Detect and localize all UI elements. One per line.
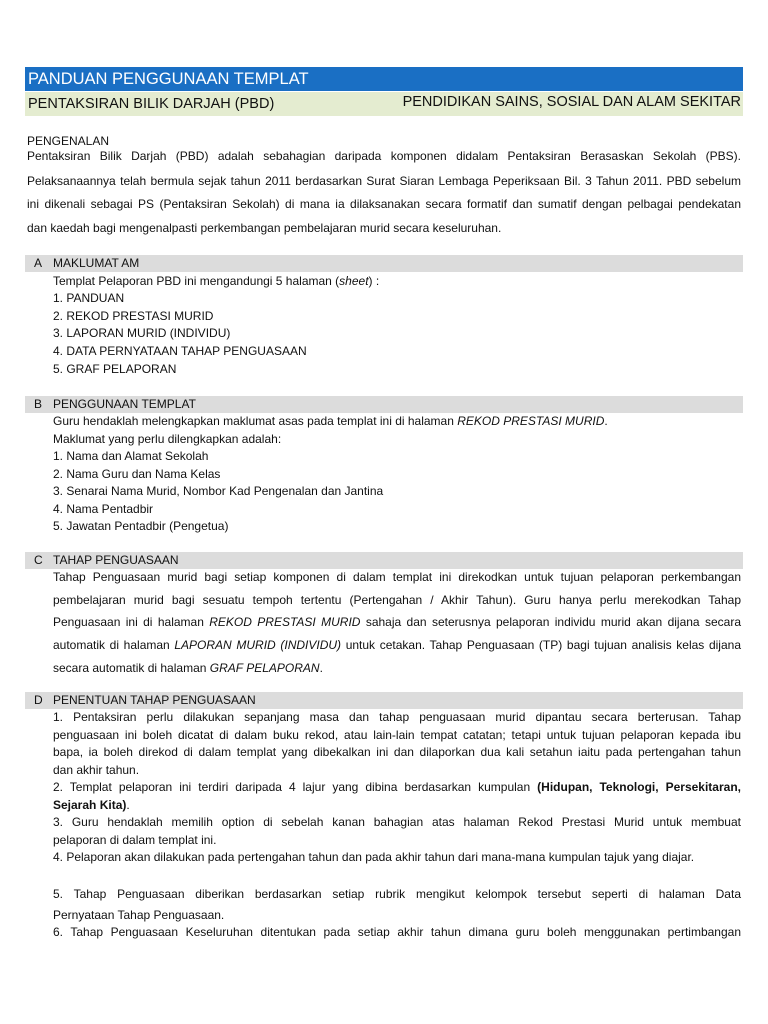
section-letter: A xyxy=(34,256,43,270)
intro-line: Pelaksanaannya telah bermula sejak tahun 2011 berdasarkan Surat Siaran Lembaga Peperiksaan Bil. 3 Tahun 2011. PBD sebelum xyxy=(27,174,741,188)
section-c-line: pembelajaran murid bagi sesuatu tempoh tertentu (Pertengahan / Akhir Tahun). Guru hanya perlu merekodkan Tahap xyxy=(53,593,741,607)
list-item: 1. Nama dan Alamat Sekolah xyxy=(53,449,209,463)
document-title xyxy=(25,67,743,91)
section-title: PENENTUAN TAHAP PENGUASAAN xyxy=(53,693,256,707)
section-c-line xyxy=(53,614,741,630)
emphasis-text: LAPORAN MURID (INDIVIDU) xyxy=(174,638,342,652)
subtitle-bar xyxy=(25,92,743,116)
list-item: 3. LAPORAN MURID (INDIVIDU) xyxy=(53,326,231,340)
text-run: . xyxy=(604,414,608,428)
text-run: untuk cetakan. Tahap Penguasaan (TP) bagi tujuan analisis kelas dijana xyxy=(341,638,741,652)
section-a-header xyxy=(25,255,743,272)
text-run: Templat Pelaporan PBD ini mengandungi 5 halaman ( xyxy=(53,274,340,288)
section-d-line: 1. Pentaksiran perlu dilakukan sepanjang masa dan tahap penguasaan murid dipantau secara berterusan. Tahap xyxy=(53,710,741,724)
section-b-line: Maklumat yang perlu dilengkapkan adalah: xyxy=(53,432,282,446)
list-item: 2. Nama Guru dan Nama Kelas xyxy=(53,467,221,481)
text-run: automatik di halaman xyxy=(53,638,175,652)
emphasis-text: sheet xyxy=(339,274,369,288)
intro-line: ini dikenali sebagai PS (Pentaksiran Sekolah) di mana ia dilaksanakan secara formatif dan sumatif dengan pelbagai pendekatan xyxy=(27,197,741,211)
section-b-line xyxy=(53,413,608,429)
section-c-line: Tahap Penguasaan murid bagi setiap komponen di dalam templat ini direkodkan untuk tujuan pelaporan perkembangan xyxy=(53,570,741,584)
section-title: PENGGUNAAN TEMPLAT xyxy=(53,397,196,411)
subtitle-left: PENTAKSIRAN BILIK DARJAH (PBD) xyxy=(28,96,275,112)
text-run: secara automatik di halaman xyxy=(53,661,210,675)
section-d-line: 3. Guru hendaklah memilih option di sebelah kanan bahagian atas halaman Rekod Prestasi Murid untuk membuat xyxy=(53,815,741,829)
emphasis-text: REKOD PRESTASI MURID xyxy=(209,615,361,629)
section-d-line xyxy=(53,797,130,813)
list-item: 4. Nama Pentadbir xyxy=(53,502,154,516)
intro-line: Pentaksiran Bilik Darjah (PBD) adalah sebahagian daripada komponen didalam Pentaksiran Berasaskan Sekolah (PBS). xyxy=(27,149,741,163)
document-title-text: PANDUAN PENGGUNAAN TEMPLAT xyxy=(28,70,309,88)
section-title: TAHAP PENGUASAAN xyxy=(53,553,179,567)
section-d-line: dan akhir tahun. xyxy=(53,763,140,777)
section-d-line: 5. Tahap Penguasaan diberikan berdasarkan setiap rubrik mengikut kelompok tersebut seperti di halaman Data xyxy=(53,887,741,901)
list-item: 5. Jawatan Pentadbir (Pengetua) xyxy=(53,519,229,533)
text-run: Guru hendaklah melengkapkan maklumat asas pada templat ini di halaman xyxy=(53,414,458,428)
emphasis-text: GRAF PELAPORAN xyxy=(209,661,320,675)
section-b-header xyxy=(25,396,743,413)
section-d-line: pelaporan di dalam templat ini. xyxy=(53,833,217,847)
section-d-line: bapa, ia boleh direkod di dalam templat yang dibekalkan ini dan dilaporkan dua kali setahun iaitu pada pertengahan tahun xyxy=(53,745,741,759)
section-d-line: penguasaan ini boleh dicatat di dalam buku rekod, atau lain-lain tempat catatan; tetapi untuk tujuan pelaporan kepada ibu xyxy=(53,728,741,742)
section-letter: B xyxy=(34,397,43,411)
section-d-line: 6. Tahap Penguasaan Keseluruhan ditentukan pada setiap akhir tahun dimana guru boleh menggunakan pertimbangan xyxy=(53,925,741,939)
text-run: . xyxy=(319,661,323,675)
section-c-header xyxy=(25,552,743,569)
list-item: 4. DATA PERNYATAAN TAHAP PENGUASAAN xyxy=(53,344,307,358)
text-run: Penguasaan ini di halaman xyxy=(53,615,210,629)
text-run: ) : xyxy=(368,274,380,288)
section-d-line xyxy=(53,779,741,795)
text-run: . xyxy=(126,798,130,812)
list-item: 1. PANDUAN xyxy=(53,291,125,305)
bold-text: (Hidupan, Teknologi, Persekitaran, xyxy=(537,780,741,794)
intro-line: dan kaedah bagi mengenalpasti perkembangan pembelajaran murid secara keseluruhan. xyxy=(27,221,502,235)
section-c-line xyxy=(53,660,323,676)
section-d-header xyxy=(25,692,743,709)
section-c-line xyxy=(53,637,741,653)
subtitle-right: PENDIDIKAN SAINS, SOSIAL DAN ALAM SEKITAR xyxy=(402,94,741,110)
section-letter: C xyxy=(34,553,43,567)
section-letter: D xyxy=(34,693,43,707)
section-d-line: Pernyataan Tahap Penguasaan. xyxy=(53,908,225,922)
section-a-intro xyxy=(53,273,379,289)
bold-text: Sejarah Kita) xyxy=(53,798,127,812)
intro-heading: PENGENALAN xyxy=(27,134,110,148)
list-item: 5. GRAF PELAPORAN xyxy=(53,362,177,376)
list-item: 3. Senarai Nama Murid, Nombor Kad Pengenalan dan Jantina xyxy=(53,484,384,498)
emphasis-text: REKOD PRESTASI MURID xyxy=(457,414,605,428)
text-run: 2. Templat pelaporan ini terdiri daripada 4 lajur yang dibina berdasarkan kumpulan xyxy=(53,780,538,794)
list-item: 2. REKOD PRESTASI MURID xyxy=(53,309,214,323)
text-run: sahaja dan seterusnya pelaporan individu murid akan dijana secara xyxy=(360,615,741,629)
section-title: MAKLUMAT AM xyxy=(53,256,140,270)
section-d-line: 4. Pelaporan akan dilakukan pada pertengahan tahun dan pada akhir tahun dari mana-mana kumpulan tajuk yang diajar. xyxy=(53,850,695,864)
